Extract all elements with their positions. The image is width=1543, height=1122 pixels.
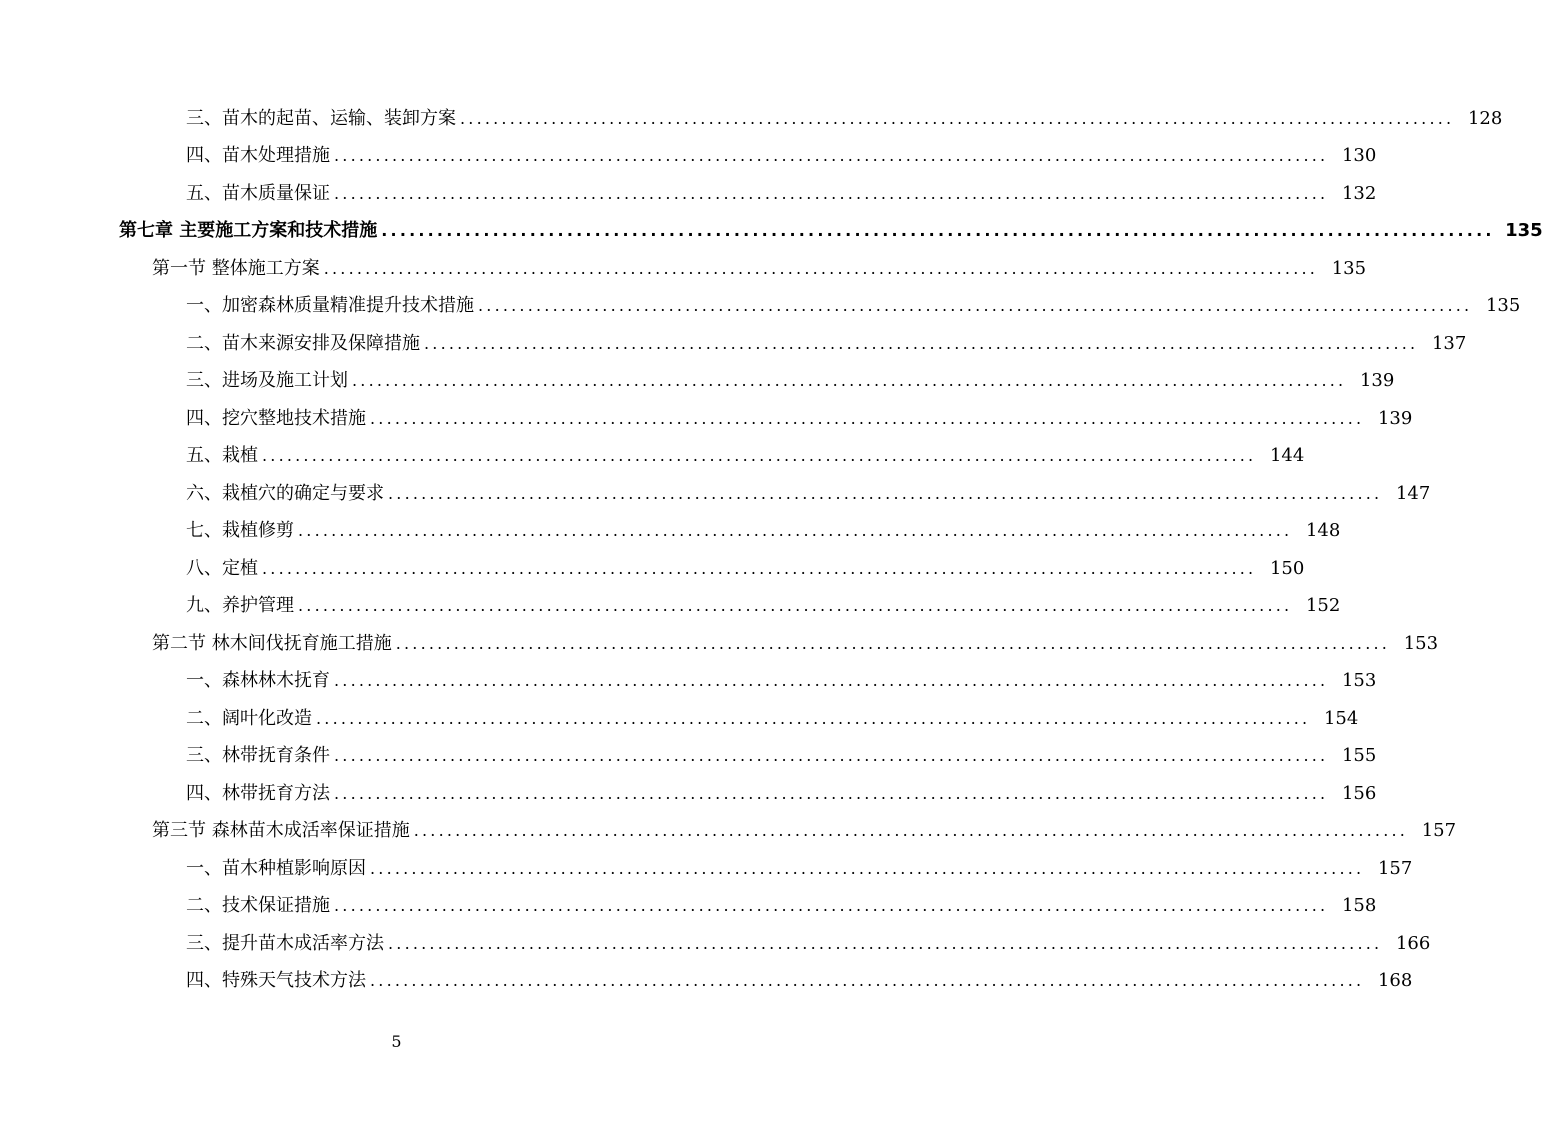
toc-entry[interactable] bbox=[0, 550, 1305, 588]
toc-section-entry[interactable] bbox=[0, 813, 1457, 851]
toc-entry[interactable] bbox=[0, 100, 1503, 138]
toc-entry-title: 七、栽植修剪 bbox=[186, 522, 298, 540]
toc-entry[interactable] bbox=[0, 963, 1413, 1001]
toc-entry-page: 135 bbox=[1318, 260, 1366, 278]
toc-leader-dots: ........................................................................................................................ bbox=[413, 821, 1409, 841]
toc-leader-dots: ........................................................................................................................ bbox=[424, 333, 1419, 353]
toc-entry-page: 135 bbox=[1472, 297, 1520, 315]
toc-entry[interactable] bbox=[0, 588, 1341, 626]
toc-leader-dots: ........................................................................................................................ bbox=[298, 521, 1293, 541]
toc-leader-dots: ........................................................................................................................ bbox=[460, 108, 1455, 128]
toc-entry-title: 第二节 林木间伐抚育施工措施 bbox=[152, 635, 396, 653]
toc-entry[interactable] bbox=[0, 888, 1377, 926]
toc-leader-dots: ........................................................................................................................ bbox=[323, 258, 1319, 278]
toc-entry-page: 158 bbox=[1328, 897, 1376, 915]
toc-entry[interactable] bbox=[0, 438, 1305, 476]
toc-entry-title: 三、苗木的起苗、运输、装卸方案 bbox=[186, 110, 460, 128]
toc-entry[interactable] bbox=[0, 138, 1377, 176]
toc-entry-title: 五、栽植 bbox=[186, 447, 262, 465]
toc-leader-dots: ........................................................................................................................ bbox=[334, 146, 1329, 166]
toc-leader-dots: ........................................................................................................................ bbox=[334, 783, 1329, 803]
toc-entry-title: 二、苗木来源安排及保障措施 bbox=[186, 335, 424, 353]
toc-entry-title: 四、挖穴整地技术措施 bbox=[186, 410, 370, 428]
toc-entry-page: 148 bbox=[1292, 522, 1340, 540]
toc-entry-title: 三、提升苗木成活率方法 bbox=[186, 935, 388, 953]
toc-entry[interactable] bbox=[0, 738, 1377, 776]
toc-entry-title: 第三节 森林苗木成活率保证措施 bbox=[152, 822, 414, 840]
toc-entry-title: 四、林带抚育方法 bbox=[186, 785, 334, 803]
toc-leader-dots: ........................................................................................................................ bbox=[316, 708, 1311, 728]
toc-entry-title: 第一节 整体施工方案 bbox=[152, 260, 324, 278]
toc-entry-title: 一、苗木种植影响原因 bbox=[186, 860, 370, 878]
toc-entry-page: 147 bbox=[1382, 485, 1430, 503]
toc-entry-title: 四、特殊天气技术方法 bbox=[186, 972, 370, 990]
toc-entry-page: 168 bbox=[1364, 972, 1412, 990]
toc-entry-title: 二、阔叶化改造 bbox=[186, 710, 316, 728]
toc-entry[interactable] bbox=[0, 850, 1413, 888]
toc-entry-page: 155 bbox=[1328, 747, 1376, 765]
toc-entry-page: 137 bbox=[1418, 335, 1466, 353]
toc-entry[interactable] bbox=[0, 363, 1395, 401]
toc-entry-page: 139 bbox=[1364, 410, 1412, 428]
toc-entry-page: 157 bbox=[1364, 860, 1412, 878]
toc-entry-title: 八、定植 bbox=[186, 560, 262, 578]
toc-entry-title: 二、技术保证措施 bbox=[186, 897, 334, 915]
toc-entry-title: 第七章 主要施工方案和技术措施 bbox=[119, 222, 381, 240]
toc-entry[interactable] bbox=[0, 325, 1467, 363]
toc-entry[interactable] bbox=[0, 175, 1377, 213]
toc-entry-title: 一、森林林木抚育 bbox=[186, 672, 334, 690]
toc-entry-page: 166 bbox=[1382, 935, 1430, 953]
toc-entry-page: 139 bbox=[1346, 372, 1394, 390]
toc-leader-dots: ........................................................................................................................ bbox=[395, 633, 1391, 653]
toc-entry-title: 三、林带抚育条件 bbox=[186, 747, 334, 765]
toc-leader-dots: ........................................................................................................................ bbox=[388, 483, 1383, 503]
toc-entry[interactable] bbox=[0, 775, 1377, 813]
toc-entry-page: 130 bbox=[1328, 147, 1376, 165]
toc-entry[interactable] bbox=[0, 400, 1413, 438]
toc-entry-title: 五、苗木质量保证 bbox=[186, 185, 334, 203]
toc-entry-title: 三、进场及施工计划 bbox=[186, 372, 352, 390]
toc-leader-dots: ........................................................................................................................ bbox=[262, 558, 1257, 578]
table-of-contents bbox=[0, 100, 1543, 1000]
toc-entry[interactable] bbox=[0, 700, 1359, 738]
toc-leader-dots: ........................................................................................................................ bbox=[370, 858, 1365, 878]
page-number: 5 bbox=[391, 1032, 402, 1051]
toc-leader-dots: ........................................................................................................................ bbox=[352, 371, 1347, 391]
toc-leader-dots: ........................................................................................................................ bbox=[370, 971, 1365, 991]
toc-leader-dots: ........................................................................................................................ bbox=[478, 296, 1473, 316]
toc-entry-page: 150 bbox=[1256, 560, 1304, 578]
toc-entry-title: 九、养护管理 bbox=[186, 597, 298, 615]
toc-entry-title: 四、苗木处理措施 bbox=[186, 147, 334, 165]
toc-entry-page: 128 bbox=[1454, 110, 1502, 128]
toc-leader-dots: ........................................................................................................................ bbox=[262, 446, 1257, 466]
toc-leader-dots: ........................................................................................................................ bbox=[388, 933, 1383, 953]
toc-leader-dots: ........................................................................................................................ bbox=[334, 896, 1329, 916]
toc-leader-dots: ........................................................................................................................ bbox=[370, 408, 1365, 428]
toc-entry-title: 一、加密森林质量精准提升技术措施 bbox=[186, 297, 478, 315]
toc-entry[interactable] bbox=[0, 513, 1341, 551]
toc-entry-page: 144 bbox=[1256, 447, 1304, 465]
toc-entry-page: 153 bbox=[1328, 672, 1376, 690]
toc-entry[interactable] bbox=[0, 475, 1431, 513]
toc-entry[interactable] bbox=[0, 288, 1521, 326]
toc-entry-page: 135 bbox=[1495, 222, 1543, 240]
toc-leader-dots: ........................................................................................................................ bbox=[334, 746, 1329, 766]
toc-leader-dots: ........................................................................................................................ bbox=[334, 671, 1329, 691]
toc-chapter-entry[interactable] bbox=[0, 213, 1543, 251]
toc-entry-page: 154 bbox=[1310, 710, 1358, 728]
toc-section-entry[interactable] bbox=[0, 250, 1367, 288]
toc-entry-page: 156 bbox=[1328, 785, 1376, 803]
toc-section-entry[interactable] bbox=[0, 625, 1439, 663]
toc-entry-page: 157 bbox=[1408, 822, 1456, 840]
toc-leader-dots: ........................................................................................................................ bbox=[381, 221, 1495, 241]
toc-leader-dots: ........................................................................................................................ bbox=[298, 596, 1293, 616]
toc-leader-dots: ........................................................................................................................ bbox=[334, 183, 1329, 203]
toc-entry-title: 六、栽植穴的确定与要求 bbox=[186, 485, 388, 503]
toc-entry-page: 152 bbox=[1292, 597, 1340, 615]
toc-entry[interactable] bbox=[0, 925, 1431, 963]
toc-entry[interactable] bbox=[0, 663, 1377, 701]
toc-entry-page: 153 bbox=[1390, 635, 1438, 653]
toc-entry-page: 132 bbox=[1328, 185, 1376, 203]
